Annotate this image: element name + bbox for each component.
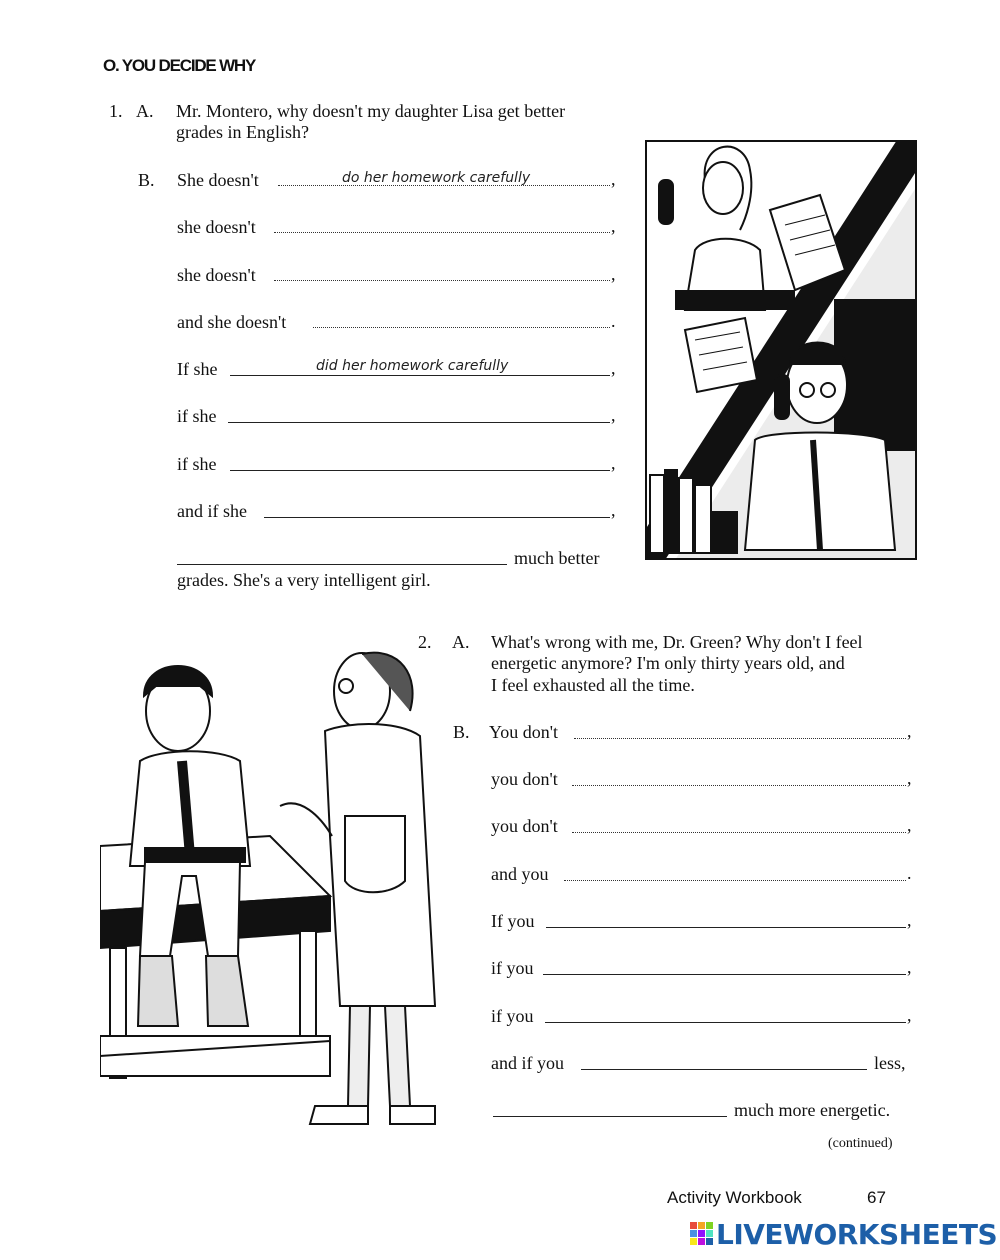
q2-line7-prefix: if you [491, 1006, 534, 1026]
q2-number: 2. [418, 632, 432, 652]
q2-blank-4[interactable] [564, 880, 906, 881]
q2-a-line3: I feel exhausted all the time. [491, 675, 695, 695]
q2-line8-prefix: and if you [491, 1053, 564, 1073]
liveworksheets-logo-icon [690, 1222, 714, 1248]
q2-blank-2[interactable] [572, 785, 906, 786]
q1-blank-4[interactable] [313, 327, 610, 328]
q1-blank-3[interactable] [274, 280, 610, 281]
comma: , [611, 264, 616, 284]
q1-blank-2[interactable] [274, 232, 610, 233]
comma: , [907, 815, 912, 835]
phone-call-illustration [645, 140, 917, 560]
q1-blank-5[interactable] [230, 375, 610, 376]
q2-line2-prefix: you don't [491, 769, 558, 789]
footer-workbook-label: Activity Workbook [667, 1188, 802, 1207]
q1-line9-suffix: much better [514, 548, 600, 568]
patient [130, 666, 250, 1026]
q1-line2-prefix: she doesn't [177, 217, 256, 237]
q1-a-line2: grades in English? [176, 122, 309, 142]
q2-a-line1: What's wrong with me, Dr. Green? Why don't I feel [491, 632, 863, 652]
comma: , [611, 405, 616, 425]
q1-blank-9[interactable] [177, 564, 507, 565]
q2-blank-8[interactable] [581, 1069, 867, 1070]
page-number: 67 [867, 1188, 886, 1207]
comma: , [907, 768, 912, 788]
comma: , [907, 1005, 912, 1025]
q1-line5-prefix: If she [177, 359, 218, 379]
q1-blank-6[interactable] [228, 422, 610, 423]
comma: , [611, 358, 616, 378]
q1-blank-7[interactable] [230, 470, 610, 471]
q1-line10: grades. She's a very intelligent girl. [177, 570, 431, 590]
q2-blank-5[interactable] [546, 927, 906, 928]
q2-line8-suffix: less, [874, 1053, 906, 1073]
period: . [611, 311, 616, 331]
q1-blank-5-answer: did her homework carefully [316, 358, 509, 374]
period: . [907, 863, 912, 883]
q1-line6-prefix: if she [177, 406, 217, 426]
q2-line6-prefix: if you [491, 958, 534, 978]
q2-a-line2: energetic anymore? I'm only thirty years old, and [491, 653, 845, 673]
q2-line3-prefix: you don't [491, 816, 558, 836]
q1-blank-8[interactable] [264, 517, 610, 518]
q2-blank-7[interactable] [545, 1022, 906, 1023]
comma: , [611, 169, 616, 189]
q1-a-label: A. [136, 101, 154, 121]
doctor-patient-illustration [100, 636, 436, 1132]
q2-blank-3[interactable] [572, 832, 906, 833]
q2-blank-1[interactable] [574, 738, 906, 739]
q2-blank-6[interactable] [543, 974, 906, 975]
continued-note: (continued) [828, 1136, 893, 1151]
q1-a-line1: Mr. Montero, why doesn't my daughter Lisa get better [176, 101, 566, 121]
comma: , [907, 957, 912, 977]
q1-line7-prefix: if she [177, 454, 217, 474]
q2-line9-suffix: much more energetic. [734, 1100, 891, 1120]
comma: , [907, 721, 912, 741]
q2-line4-prefix: and you [491, 864, 549, 884]
q1-number: 1. [109, 101, 123, 121]
comma: , [611, 453, 616, 473]
q1-b-label: B. [138, 170, 155, 190]
q1-line1-prefix: She doesn't [177, 170, 259, 190]
q2-line1-prefix: You don't [489, 722, 558, 742]
q1-line8-prefix: and if she [177, 501, 247, 521]
q2-blank-9[interactable] [493, 1116, 727, 1117]
comma: , [611, 500, 616, 520]
brand-wordmark: LIVEWORKSHEETS [716, 1218, 998, 1251]
q2-b-label: B. [453, 722, 470, 742]
comma: , [907, 910, 912, 930]
q1-line3-prefix: she doesn't [177, 265, 256, 285]
q1-blank-1-answer: do her homework carefully [342, 170, 531, 186]
section-title: O. YOU DECIDE WHY [103, 56, 256, 75]
comma: , [611, 216, 616, 236]
q2-a-label: A. [452, 632, 470, 652]
q1-line4-prefix: and she doesn't [177, 312, 287, 332]
q2-line5-prefix: If you [491, 911, 535, 931]
